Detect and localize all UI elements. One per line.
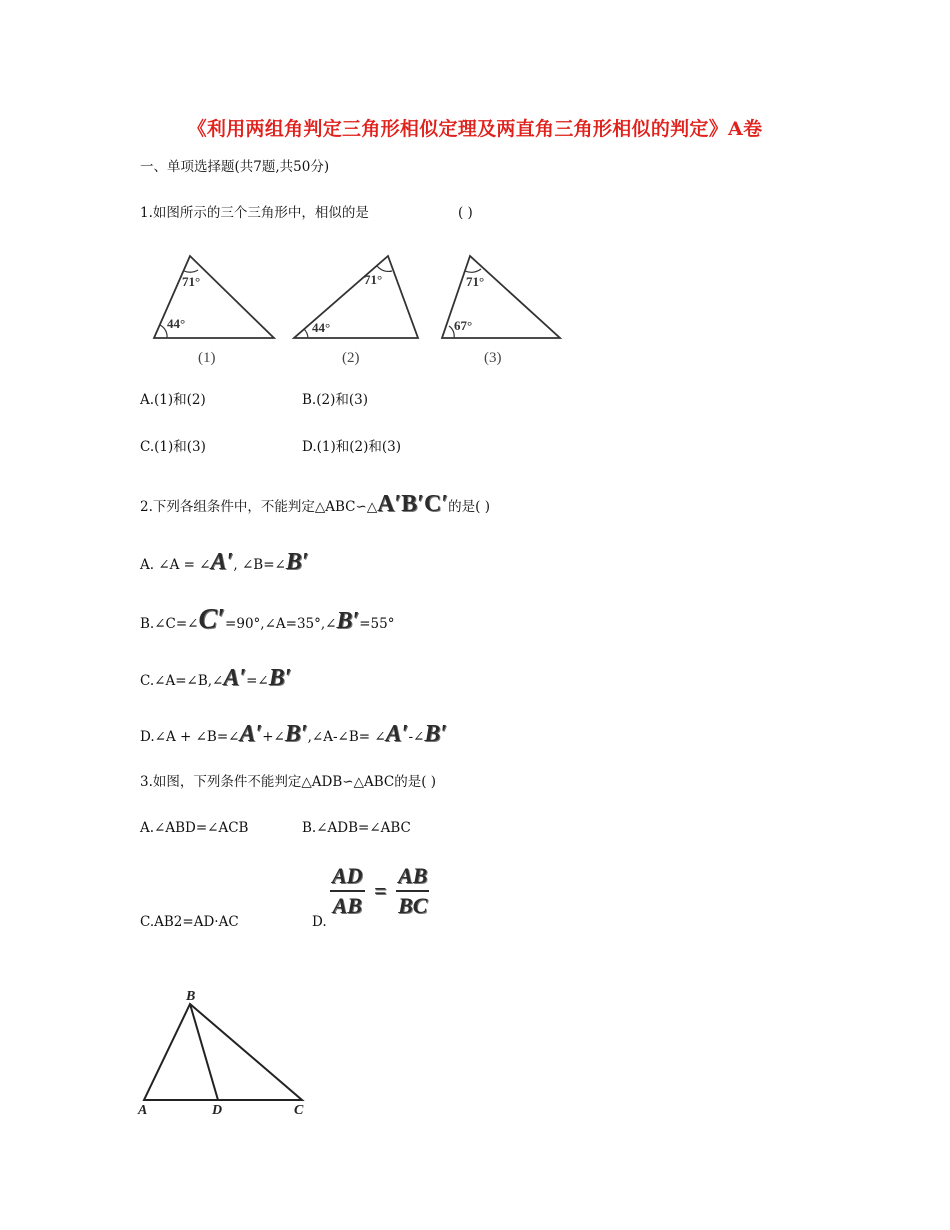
fraction-1-numerator: AD — [330, 864, 365, 892]
q2-b-text-1: B.∠C=∠ — [140, 616, 199, 632]
q2-c-text-2: =∠ — [246, 673, 269, 689]
point-d-label: D — [212, 1103, 223, 1118]
fraction-2-numerator: AB — [396, 864, 429, 892]
fraction-2-denominator: BC — [398, 893, 428, 918]
q2-option-c — [140, 660, 292, 699]
triangle-2-label: (2) — [342, 350, 360, 366]
q2-d-formula-3: A′ — [385, 721, 409, 747]
q3-option-d-formula — [330, 864, 429, 918]
point-a-label: A — [138, 1103, 148, 1118]
q2-c-text-1: C.∠A=∠B,∠ — [140, 673, 224, 689]
q1-answer-paren: ( ) — [458, 205, 473, 221]
q1-stem: 1.如图所示的三个三角形中，相似的是 — [140, 205, 369, 221]
q2-stem-formula: A′B′C′ — [377, 491, 449, 517]
triangle-3-label: (3) — [484, 350, 502, 366]
q1-option-d: D.(1)和(2)和(3) — [302, 439, 402, 455]
q3-stem: 3.如图，下列条件不能判定△ADB∽△ABC的是( ) — [140, 774, 437, 790]
q2-option-a — [140, 544, 309, 583]
q3-triangle-figure — [132, 984, 322, 1118]
q2-a-formula-2: B′ — [285, 549, 309, 575]
q2-b-text-3: =55° — [359, 616, 395, 632]
q2-b-text-2: =90°,∠A=35°,∠ — [225, 616, 337, 632]
q2-d-text-2: +∠ — [262, 729, 285, 745]
triangle-2 — [294, 256, 418, 366]
section-heading: 一、单项选择题(共7题,共50分) — [140, 159, 330, 175]
q2-option-b — [140, 602, 395, 642]
q2-d-text-1: D.∠A + ∠B=∠ — [140, 729, 240, 745]
q2-d-text-4: -∠ — [408, 729, 425, 745]
q2-option-d — [140, 716, 447, 755]
q2-d-formula-2: B′ — [284, 721, 308, 747]
q3-option-c: C.AB2=AD·AC — [140, 914, 239, 930]
q2-a-text-2: , ∠B=∠ — [233, 557, 286, 573]
q2-a-text-1: A. ∠A = ∠ — [140, 557, 211, 573]
equals-sign: = — [374, 878, 387, 903]
point-c-label: C — [294, 1103, 304, 1118]
q2-d-formula-1: A′ — [239, 721, 263, 747]
triangle-1-top-angle: 71° — [182, 274, 201, 289]
triangle-2-left-angle: 44° — [312, 320, 331, 335]
q2-stem — [140, 484, 490, 527]
q2-a-formula-1: A′ — [210, 549, 234, 575]
q3-option-b: B.∠ADB=∠ABC — [302, 820, 411, 836]
triangle-1-label: (1) — [198, 350, 216, 366]
triangle-3 — [442, 256, 560, 366]
triangle-3-left-angle: 67° — [454, 318, 473, 333]
triangle-1-left-angle: 44° — [167, 316, 186, 331]
triangle-3-top-angle: 71° — [466, 274, 485, 289]
q2-stem-text: 2.下列各组条件中，不能判定△ABC∽△ — [140, 499, 378, 515]
q2-c-formula-1: A′ — [223, 665, 247, 691]
q1-option-c: C.(1)和(3) — [140, 439, 206, 455]
fraction-1-denominator: AB — [332, 893, 362, 918]
q2-c-formula-2: B′ — [268, 665, 292, 691]
triangle-2-top-angle: 71° — [364, 272, 383, 287]
q2-stem-end: 的是( ) — [448, 499, 490, 515]
q2-b-formula-2: B′ — [336, 608, 360, 634]
triangle-1 — [154, 256, 274, 366]
q2-d-text-3: ,∠A-∠B= ∠ — [307, 729, 386, 745]
q1-option-b: B.(2)和(3) — [302, 392, 368, 408]
q3-option-a: A.∠ABD=∠ACB — [140, 820, 249, 836]
q2-d-formula-4: B′ — [424, 721, 448, 747]
q3-option-d-label: D. — [312, 914, 327, 930]
fraction-ab-bc — [396, 864, 429, 918]
q2-b-formula-1: C′ — [198, 604, 226, 635]
q1-option-a: A.(1)和(2) — [140, 392, 206, 408]
fraction-ad-ab — [330, 864, 365, 918]
q1-triangles-figure — [136, 244, 576, 370]
point-b-label: B — [186, 989, 196, 1004]
page-title: 《利用两组角判定三角形相似定理及两直角三角形相似的判定》A卷 — [187, 118, 763, 140]
